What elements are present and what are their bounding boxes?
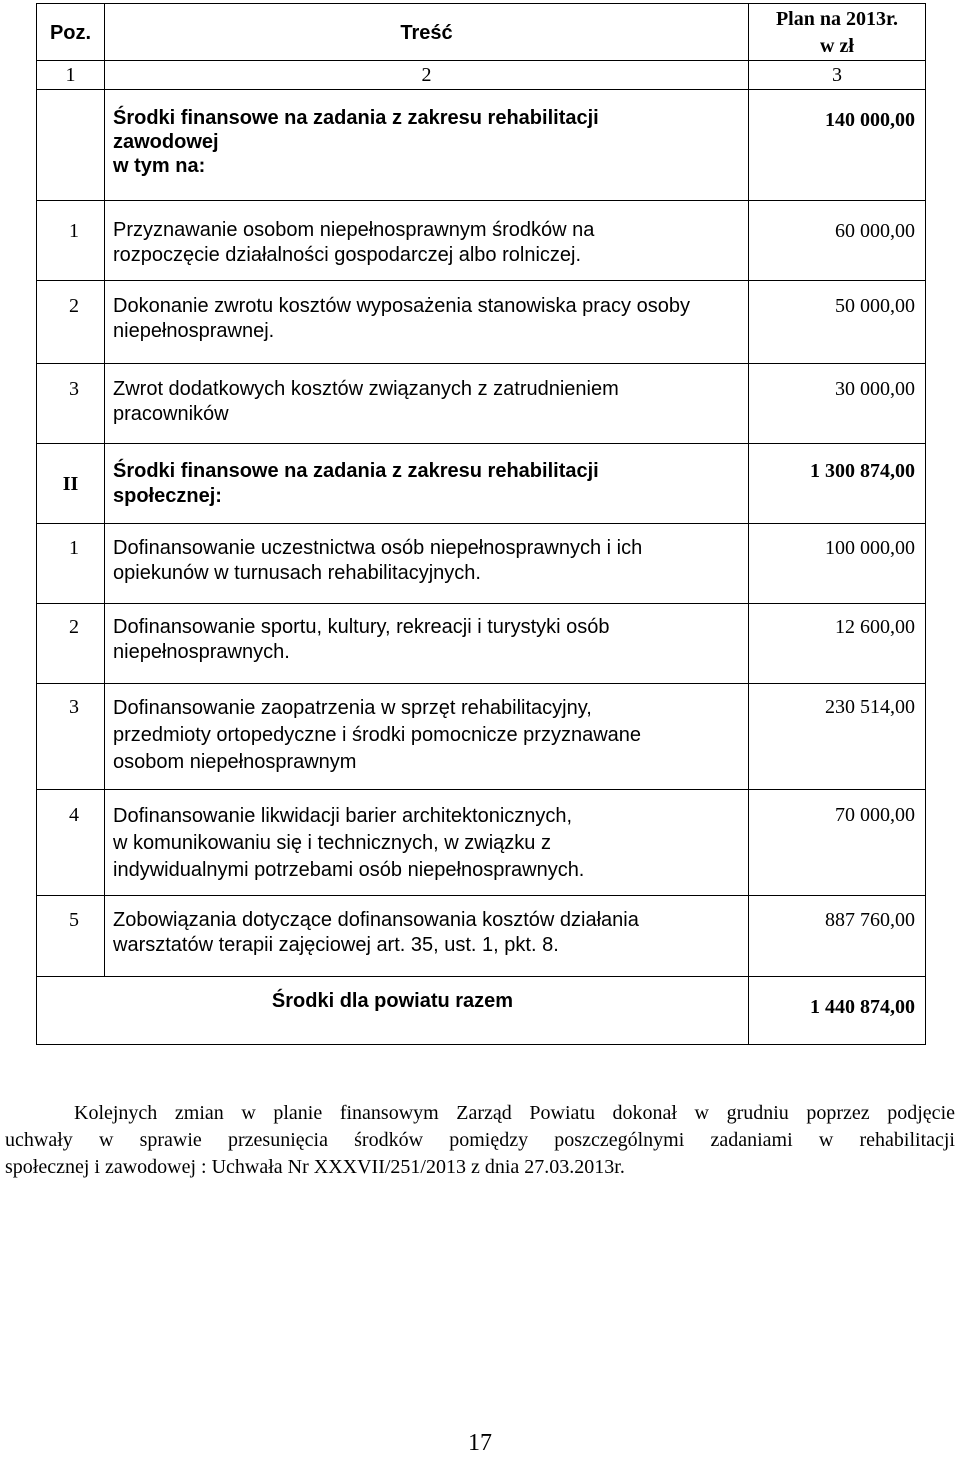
row-amount: 30 000,00 [749, 364, 926, 444]
row-amount: 100 000,00 [749, 524, 926, 604]
row-description-line: Zobowiązania dotyczące dofinansowania kosztów działania [113, 909, 639, 931]
row-description-line: Dofinansowanie zaopatrzenia w sprzęt rehabilitacyjny, [113, 697, 592, 719]
row-amount: 12 600,00 [749, 604, 926, 684]
table-row [37, 201, 926, 281]
row-number: 4 [37, 790, 105, 896]
row-description-line: Zwrot dodatkowych kosztów związanych z zatrudnieniem [113, 378, 619, 400]
row-description [105, 524, 749, 604]
page-number: 17 [468, 1430, 492, 1456]
row-description-line: Dofinansowanie uczestnictwa osób niepełnosprawnych i ich [113, 537, 643, 559]
section1-title-line2: zawodowej [113, 131, 219, 153]
section1-title-line3: w tym na: [113, 155, 206, 177]
table-row [37, 364, 926, 444]
row-number: 2 [37, 281, 105, 364]
section1-title-line1: Środki finansowe na zadania z zakresu rehabilitacji [113, 107, 599, 129]
numbering-row [37, 61, 926, 90]
row-amount: 70 000,00 [749, 790, 926, 896]
section2-amount: 1 300 874,00 [749, 444, 926, 524]
section2-title-line2: społecznej: [113, 485, 222, 507]
numbering-col2: 2 [105, 61, 749, 90]
paragraph-line: uchwały w sprawie przesunięcia środków pomiędzy poszczególnymi zadaniami w rehabilitacji [5, 1129, 955, 1151]
row-description-line: Dokonanie zwrotu kosztów wyposażenia stanowiska pracy osoby [113, 295, 690, 317]
row-description-line: niepełnosprawnej. [113, 320, 275, 342]
row-description-line: Przyznawanie osobom niepełnosprawnym środków na [113, 219, 595, 241]
row-number: 3 [37, 684, 105, 790]
row-description [105, 684, 749, 790]
row-description [105, 790, 749, 896]
section1-title [105, 90, 749, 201]
row-number: 1 [37, 524, 105, 604]
row-description-line: indywidualnymi potrzebami osób niepełnosprawnych. [113, 859, 585, 881]
header-poz: Poz. [37, 4, 105, 61]
row-description-line: w komunikowaniu się i technicznych, w związku z [113, 832, 551, 854]
row-description-line: pracowników [113, 403, 229, 425]
table-header-row [37, 4, 926, 61]
table-row [37, 896, 926, 977]
row-description-line: warsztatów terapii zajęciowej art. 35, ust. 1, pkt. 8. [113, 934, 559, 956]
row-number: 1 [37, 201, 105, 281]
paragraph-line-text: Kolejnych zmian w planie finansowym Zarząd Powiatu dokonał w grudniu poprzez podjęcie [74, 1102, 955, 1124]
table-row [37, 281, 926, 364]
budget-table [36, 3, 926, 1045]
table-row [37, 790, 926, 896]
row-description-line: opiekunów w turnusach rehabilitacyjnych. [113, 562, 481, 584]
numbering-col1: 1 [37, 61, 105, 90]
row-description-line: Dofinansowanie sportu, kultury, rekreacji i turystyki osób [113, 616, 610, 638]
section2-title [105, 444, 749, 524]
closing-paragraph [5, 1100, 955, 1181]
row-amount: 50 000,00 [749, 281, 926, 364]
row-description [105, 201, 749, 281]
row-number: 3 [37, 364, 105, 444]
numbering-col3: 3 [749, 61, 926, 90]
row-description [105, 604, 749, 684]
total-row [37, 977, 926, 1045]
section2-title-line1: Środki finansowe na zadania z zakresu rehabilitacji [113, 460, 599, 482]
paragraph-line: społecznej i zawodowej : Uchwała Nr XXXVII/251/2013 z dnia 27.03.2013r. [5, 1156, 625, 1178]
row-description [105, 896, 749, 977]
row-number: 2 [37, 604, 105, 684]
section2-roman: II [37, 444, 105, 524]
table-row [37, 684, 926, 790]
row-description [105, 281, 749, 364]
row-description-line: osobom niepełnosprawnym [113, 751, 357, 773]
section1-title-row [37, 90, 926, 201]
total-amount: 1 440 874,00 [749, 977, 926, 1045]
row-amount: 230 514,00 [749, 684, 926, 790]
header-plan-line2: w zł [820, 35, 854, 57]
table-row [37, 604, 926, 684]
row-amount: 60 000,00 [749, 201, 926, 281]
header-tresc: Treść [105, 4, 749, 61]
row-number: 5 [37, 896, 105, 977]
row-description-line: rozpoczęcie działalności gospodarczej albo rolniczej. [113, 244, 582, 266]
header-plan [749, 4, 926, 61]
paragraph-line [5, 1100, 955, 1127]
row-description-line: przedmioty ortopedyczne i środki pomocnicze przyznawane [113, 724, 642, 746]
table-row [37, 524, 926, 604]
row-description-line: niepełnosprawnych. [113, 641, 290, 663]
header-plan-line1: Plan na 2013r. [775, 8, 899, 30]
section2-title-row [37, 444, 926, 524]
row-description [105, 364, 749, 444]
total-label: Środki dla powiatu razem [37, 977, 749, 1045]
row-amount: 887 760,00 [749, 896, 926, 977]
row-description-line: Dofinansowanie likwidacji barier architektonicznych, [113, 805, 573, 827]
section1-amount: 140 000,00 [749, 90, 926, 201]
